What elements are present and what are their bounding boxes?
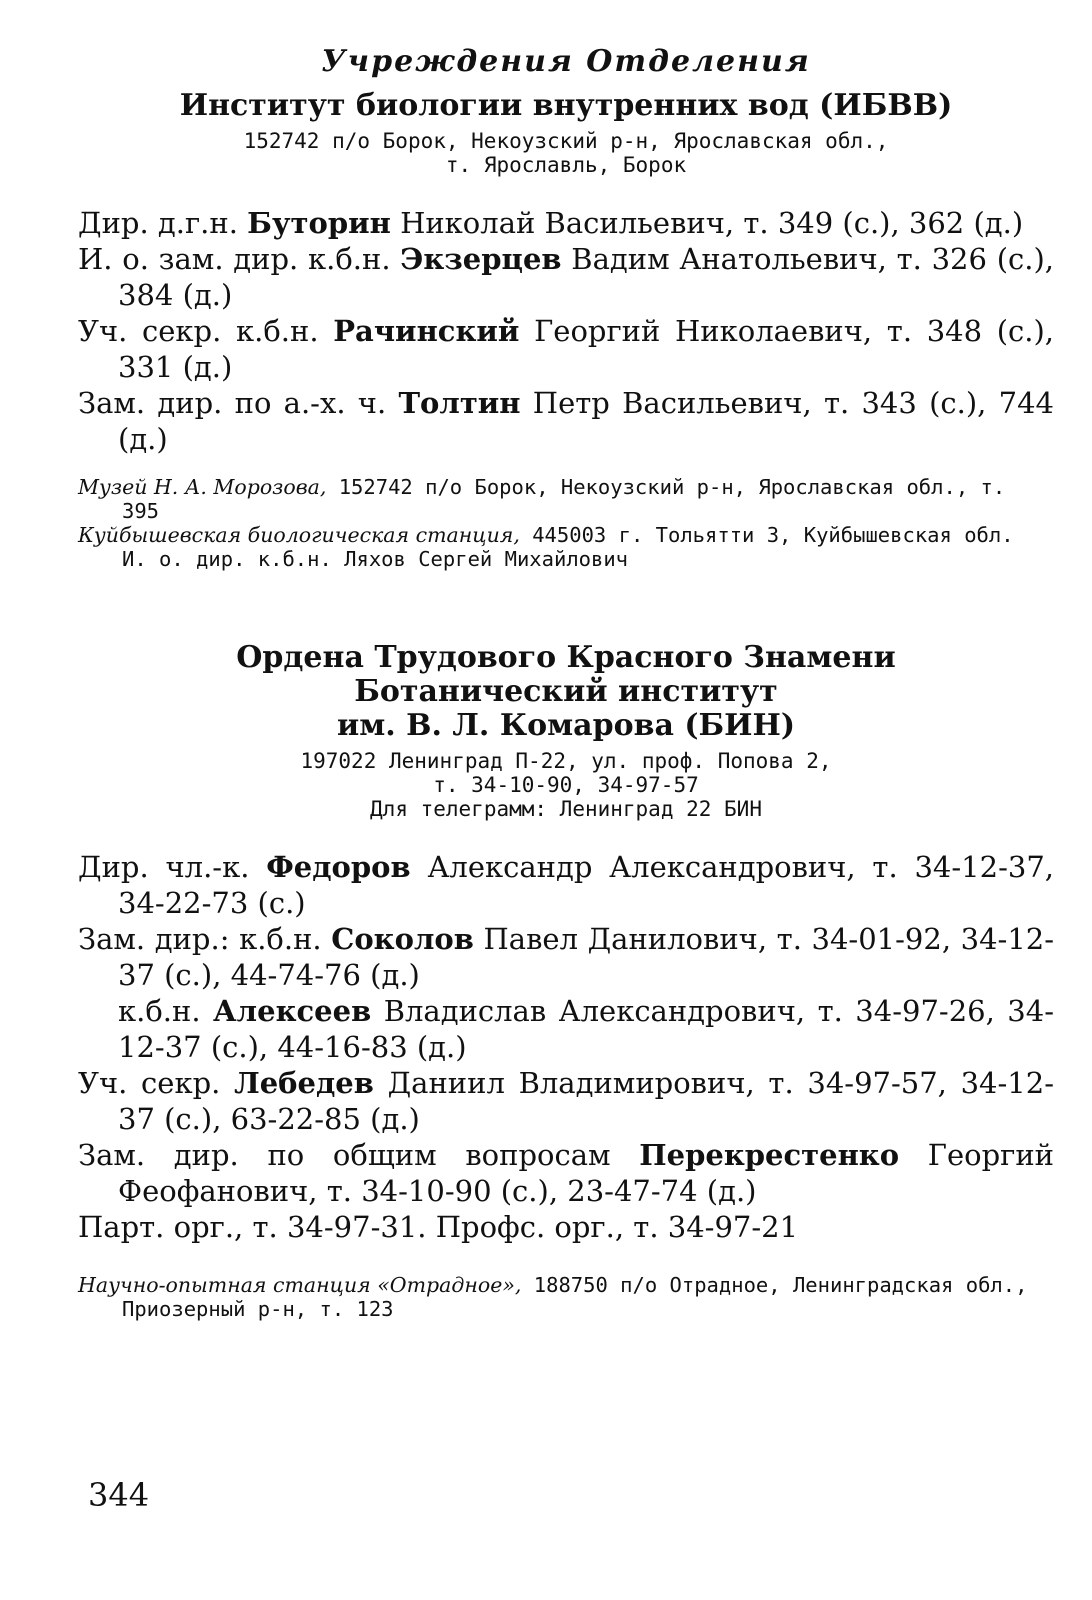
ibvv-block <box>78 89 1054 571</box>
staff-entry <box>78 1065 1054 1137</box>
bin-notes <box>78 1273 1054 1321</box>
staff-entry <box>78 849 1054 921</box>
bin-title-line3: им. В. Л. Комарова (БИН) <box>336 708 796 743</box>
staff-role: Дир. д.г.н. <box>78 206 238 240</box>
staff-details: Владислав Александрович, т. 34-97-26, 34-12-37 (с.), 44-16-83 (д.) <box>118 994 1054 1064</box>
staff-name: Рачинский <box>333 314 520 348</box>
staff-details: Георгий Феофанович, т. 34-10-90 (с.), 23-47-74 (д.) <box>118 1138 1054 1208</box>
staff-details: Георгий Николаевич, т. 348 (с.), 331 (д.) <box>118 314 1055 384</box>
staff-role: Зам. дир. по а.-х. ч. <box>78 386 387 420</box>
note-sub: И. о. дир. к.б.н. Ляхов Сергей Михайлович <box>122 547 629 571</box>
staff-entry <box>78 205 1054 241</box>
ibvv-address-line1: 152742 п/о Борок, Некоузский р-н, Ярославская обл., <box>243 129 889 153</box>
bin-address-line2: т. 34-10-90, 34-97-57 <box>433 773 699 797</box>
ibvv-address-line2: т. Ярославль, Борок <box>445 153 687 177</box>
note-text: 188750 п/о Отрадное, Ленинградская обл., Приозерный р-н, т. 123 <box>122 1273 1028 1321</box>
staff-entry <box>78 241 1054 313</box>
staff-role: Уч. секр. к.б.н. <box>78 314 319 348</box>
staff-name: Федоров <box>266 850 411 884</box>
bin-address-line3: Для телеграмм: Ленинград 22 БИН <box>370 797 762 821</box>
page <box>78 44 1054 1321</box>
staff-name: Алексеев <box>213 994 372 1028</box>
staff-entry <box>78 993 1054 1065</box>
staff-role: И. о. зам. дир. к.б.н. <box>78 242 391 276</box>
staff-role: Зам. дир.: к.б.н. <box>78 922 322 956</box>
note-entry <box>78 475 1054 523</box>
note-entry <box>78 523 1054 547</box>
staff-name: Буторин <box>247 206 391 240</box>
spacer <box>78 571 1054 641</box>
ibvv-staff-list <box>78 205 1054 457</box>
staff-name: Соколов <box>331 922 474 956</box>
bin-title-line1: Ордена Трудового Красного Знамени <box>236 640 896 675</box>
ibvv-title: Институт биологии внутренних вод (ИБВВ) <box>179 88 953 123</box>
staff-entry <box>78 921 1054 993</box>
staff-details: Павел Данилович, т. 34-01-92, 34-12-37 (с.), 44-74-76 (д.) <box>118 922 1055 992</box>
staff-role: к.б.н. <box>118 994 201 1028</box>
staff-name: Лебедев <box>234 1066 374 1100</box>
staff-details: Николай Васильевич, т. 349 (с.), 362 (д.) <box>400 206 1024 240</box>
bin-staff-list <box>78 849 1054 1245</box>
staff-role: Дир. чл.-к. <box>78 850 250 884</box>
staff-details: Вадим Анатольевич, т. 326 (с.), 384 (д.) <box>118 242 1054 312</box>
staff-role: Зам. дир. по общим вопросам <box>78 1138 611 1172</box>
staff-entry <box>78 385 1054 457</box>
note-text: 152742 п/о Борок, Некоузский р-н, Ярославская обл., т. 395 <box>122 475 1006 523</box>
note-entry <box>78 1273 1054 1321</box>
staff-entry <box>78 1137 1054 1209</box>
bin-title-line2: Ботанический институт <box>354 674 778 709</box>
staff-name: Экзерцев <box>400 242 562 276</box>
staff-details: Даниил Владимирович, т. 34-97-57, 34-12-37 (с.), 63-22-85 (д.) <box>118 1066 1054 1136</box>
staff-name: Толтин <box>398 386 521 420</box>
party-line: Парт. орг., т. 34-97-31. Профс. орг., т. 34-97-21 <box>78 1210 799 1244</box>
staff-details: Петр Васильевич, т. 343 (с.), 744 (д.) <box>118 386 1055 456</box>
ibvv-notes <box>78 475 1054 571</box>
note-italic: Куйбышевская биологическая станция, <box>78 523 520 547</box>
staff-role: Уч. секр. <box>78 1066 221 1100</box>
section-heading: Учреждения Отделения <box>321 44 811 79</box>
bin-address-line1: 197022 Ленинград П-22, ул. проф. Попова 2, <box>300 749 832 773</box>
staff-name: Перекрестенко <box>639 1138 900 1172</box>
note-italic: Музей Н. А. Морозова, <box>78 475 327 499</box>
note-text: 445003 г. Тольятти 3, Куйбышевская обл. <box>532 523 1014 547</box>
staff-entry <box>78 313 1054 385</box>
bin-block <box>78 641 1054 1321</box>
page-number: 344 <box>88 1476 150 1514</box>
staff-details: Александр Александрович, т. 34-12-37, 34-22-73 (с.) <box>118 850 1054 920</box>
note-italic: Научно-опытная станция «Отрадное», <box>78 1273 522 1297</box>
